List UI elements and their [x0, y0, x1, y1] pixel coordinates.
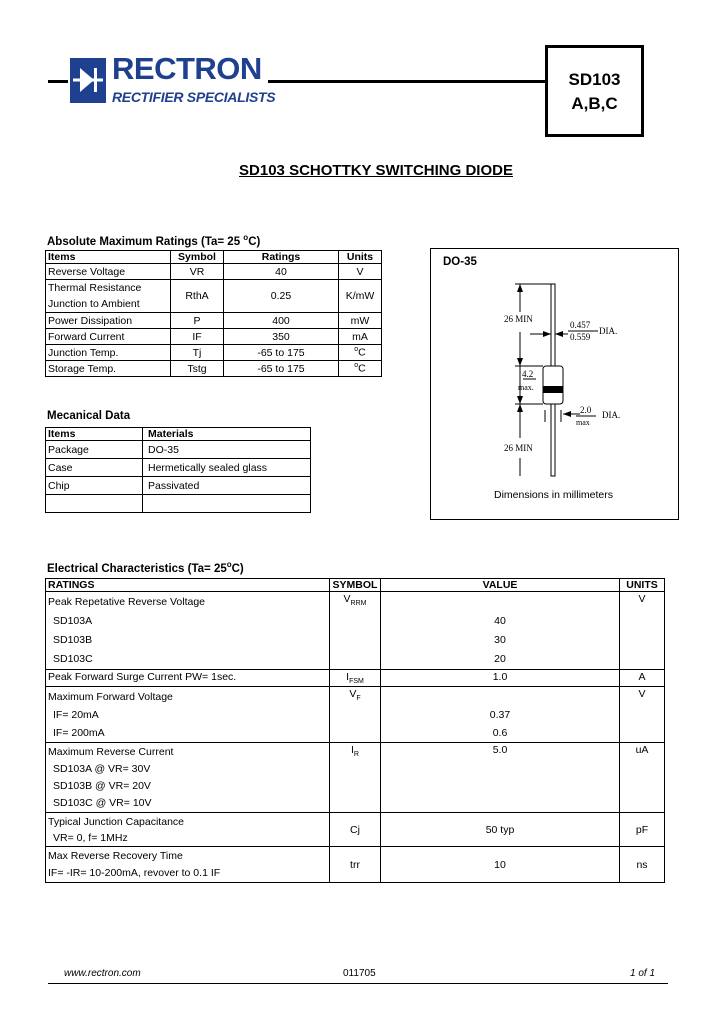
cell-item: Package	[46, 441, 143, 459]
cell-symbol: RthA	[171, 280, 224, 313]
cell-rating: Max Reverse Recovery Time IF= -IR= 10-200mA, revover to 0.1 IF	[46, 847, 330, 883]
cell-rating: Maximum Reverse Current SD103A @ VR= 30V SD103B @ VR= 20V SD103C @ VR= 10V	[46, 743, 330, 813]
body-dia-label: DIA.	[602, 410, 621, 420]
cell-unit: $^o$C	[339, 361, 382, 377]
lead-dia-value-2: 0.559	[570, 332, 591, 342]
body-dia-max: max	[576, 418, 590, 427]
col-units: Units	[339, 251, 382, 264]
cell-unit: pF	[620, 813, 665, 847]
table-row	[46, 670, 665, 687]
page-title: SD103 SCHOTTKY SWITCHING DIODE	[239, 162, 513, 179]
cell-symbol: Tj	[171, 345, 224, 361]
cell-symbol: Tstg	[171, 361, 224, 377]
abs-max-heading: Absolute Maximum Ratings (Ta= 25 $^o$C)	[47, 233, 261, 248]
package-caption: Dimensions in millimeters	[493, 489, 614, 501]
mech-heading: Mecanical Data	[47, 410, 131, 422]
cell-value: 50 typ	[381, 813, 620, 847]
table-row	[46, 361, 382, 377]
body-dia-value: 2.0	[580, 405, 592, 415]
do35-outline-drawing	[430, 248, 677, 488]
body-length-max: max.	[518, 383, 534, 392]
col-symbol: Symbol	[171, 251, 224, 264]
cell-unit: V	[339, 264, 382, 280]
cell-rating: Peak Forward Surge Current PW= 1sec.	[46, 670, 330, 687]
cell-rating: -65 to 175	[224, 345, 339, 361]
package-name: DO-35	[443, 256, 477, 268]
table-row-empty	[46, 495, 311, 513]
lead-dia-label: DIA.	[599, 326, 618, 336]
part-variants: A,B,C	[571, 94, 618, 113]
cell-unit: V	[620, 687, 665, 743]
col-value: VALUE	[381, 579, 620, 592]
table-row	[46, 459, 311, 477]
table-row	[46, 329, 382, 345]
cell-symbol: $V_{RRM}$	[330, 592, 381, 670]
table-row	[46, 345, 382, 361]
body-length-label: 4.2	[522, 369, 534, 379]
cell-unit: $^o$C	[339, 345, 382, 361]
part-number: SD103	[568, 70, 621, 89]
cell-unit: mW	[339, 313, 382, 329]
col-units: UNITS	[620, 579, 665, 592]
col-items: Items	[46, 251, 171, 264]
electrical-table	[45, 578, 665, 883]
lead-length-bottom-label: 26 MIN	[504, 443, 533, 453]
cell-item: Junction Temp.	[46, 345, 171, 361]
table-row	[46, 743, 665, 813]
cell-rating: Maximum Forward Voltage IF= 20mA IF= 200mA	[46, 687, 330, 743]
cell-item: Power Dissipation	[46, 313, 171, 329]
table-header-row	[46, 251, 382, 264]
rectron-logo-icon	[70, 58, 106, 103]
cell-item: Case	[46, 459, 143, 477]
cell-material: DO-35	[143, 441, 311, 459]
cell-symbol: $V_F$	[330, 687, 381, 743]
cell-value: 0.37 0.6	[381, 687, 620, 743]
abs-max-table	[45, 250, 382, 377]
table-header-row	[46, 428, 311, 441]
cell-value: 5.0	[381, 743, 620, 813]
footer-url[interactable]: www.rectron.com	[64, 968, 141, 979]
cell-symbol: VR	[171, 264, 224, 280]
cell-material: Passivated	[143, 477, 311, 495]
cell-unit: A	[620, 670, 665, 687]
header-rule-right	[268, 80, 546, 83]
cell-symbol: P	[171, 313, 224, 329]
cell-symbol: $I_R$	[330, 743, 381, 813]
cell-rating: 350	[224, 329, 339, 345]
cell-unit: mA	[339, 329, 382, 345]
cell-rating: 40	[224, 264, 339, 280]
header-rule-left	[48, 80, 68, 83]
cell-item	[46, 495, 143, 513]
brand-name: RECTRON	[112, 51, 262, 86]
footer-doc-code: 011705	[343, 968, 376, 979]
cell-rating: 400	[224, 313, 339, 329]
cell-rating: Typical Junction Capacitance VR= 0, f= 1MHz	[46, 813, 330, 847]
col-symbol: SYMBOL	[330, 579, 381, 592]
table-row	[46, 313, 382, 329]
table-header-row	[46, 579, 665, 592]
lead-length-top-label: 26 MIN	[504, 314, 533, 324]
cell-symbol: Cj	[330, 813, 381, 847]
cell-unit: uA	[620, 743, 665, 813]
cell-item: Storage Temp.	[46, 361, 171, 377]
cell-item: Reverse Voltage	[46, 264, 171, 280]
cell-rating: 0.25	[224, 280, 339, 313]
table-row	[46, 847, 665, 883]
footer-page: 1 of 1	[630, 968, 656, 979]
table-row	[46, 592, 665, 670]
col-items: Items	[46, 428, 143, 441]
col-ratings: RATINGS	[46, 579, 330, 592]
table-row	[46, 477, 311, 495]
table-row	[46, 280, 382, 313]
table-row	[46, 441, 311, 459]
col-materials: Materials	[143, 428, 311, 441]
cell-unit: V	[620, 592, 665, 670]
cell-material	[143, 495, 311, 513]
cell-item: Forward Current	[46, 329, 171, 345]
lead-dia-value-1: 0.457	[570, 320, 591, 330]
cell-rating: -65 to 175	[224, 361, 339, 377]
part-number-box	[545, 45, 644, 137]
table-row	[46, 264, 382, 280]
cell-unit: ns	[620, 847, 665, 883]
cell-symbol: trr	[330, 847, 381, 883]
brand-tagline: RECTIFIER SPECIALISTS	[112, 89, 276, 105]
cell-rating: Peak Repetative Reverse Voltage SD103A SD103B SD103C	[46, 592, 330, 670]
cell-symbol: IF	[171, 329, 224, 345]
electrical-heading: Electrical Characteristics $(Ta= 25^oC)$	[47, 560, 244, 575]
cell-value: 40 30 20	[381, 592, 620, 670]
cell-unit: K/mW	[339, 280, 382, 313]
cell-item: Thermal Resistance Junction to Ambient	[46, 280, 171, 313]
cell-symbol: $I_{FSM}$	[330, 670, 381, 687]
cell-value: 1.0	[381, 670, 620, 687]
col-ratings: Ratings	[224, 251, 339, 264]
mech-table	[45, 427, 311, 513]
table-row	[46, 687, 665, 743]
footer-rule	[48, 983, 668, 984]
table-row	[46, 813, 665, 847]
cell-item: Chip	[46, 477, 143, 495]
cell-value: 10	[381, 847, 620, 883]
cell-material: Hermetically sealed glass	[143, 459, 311, 477]
